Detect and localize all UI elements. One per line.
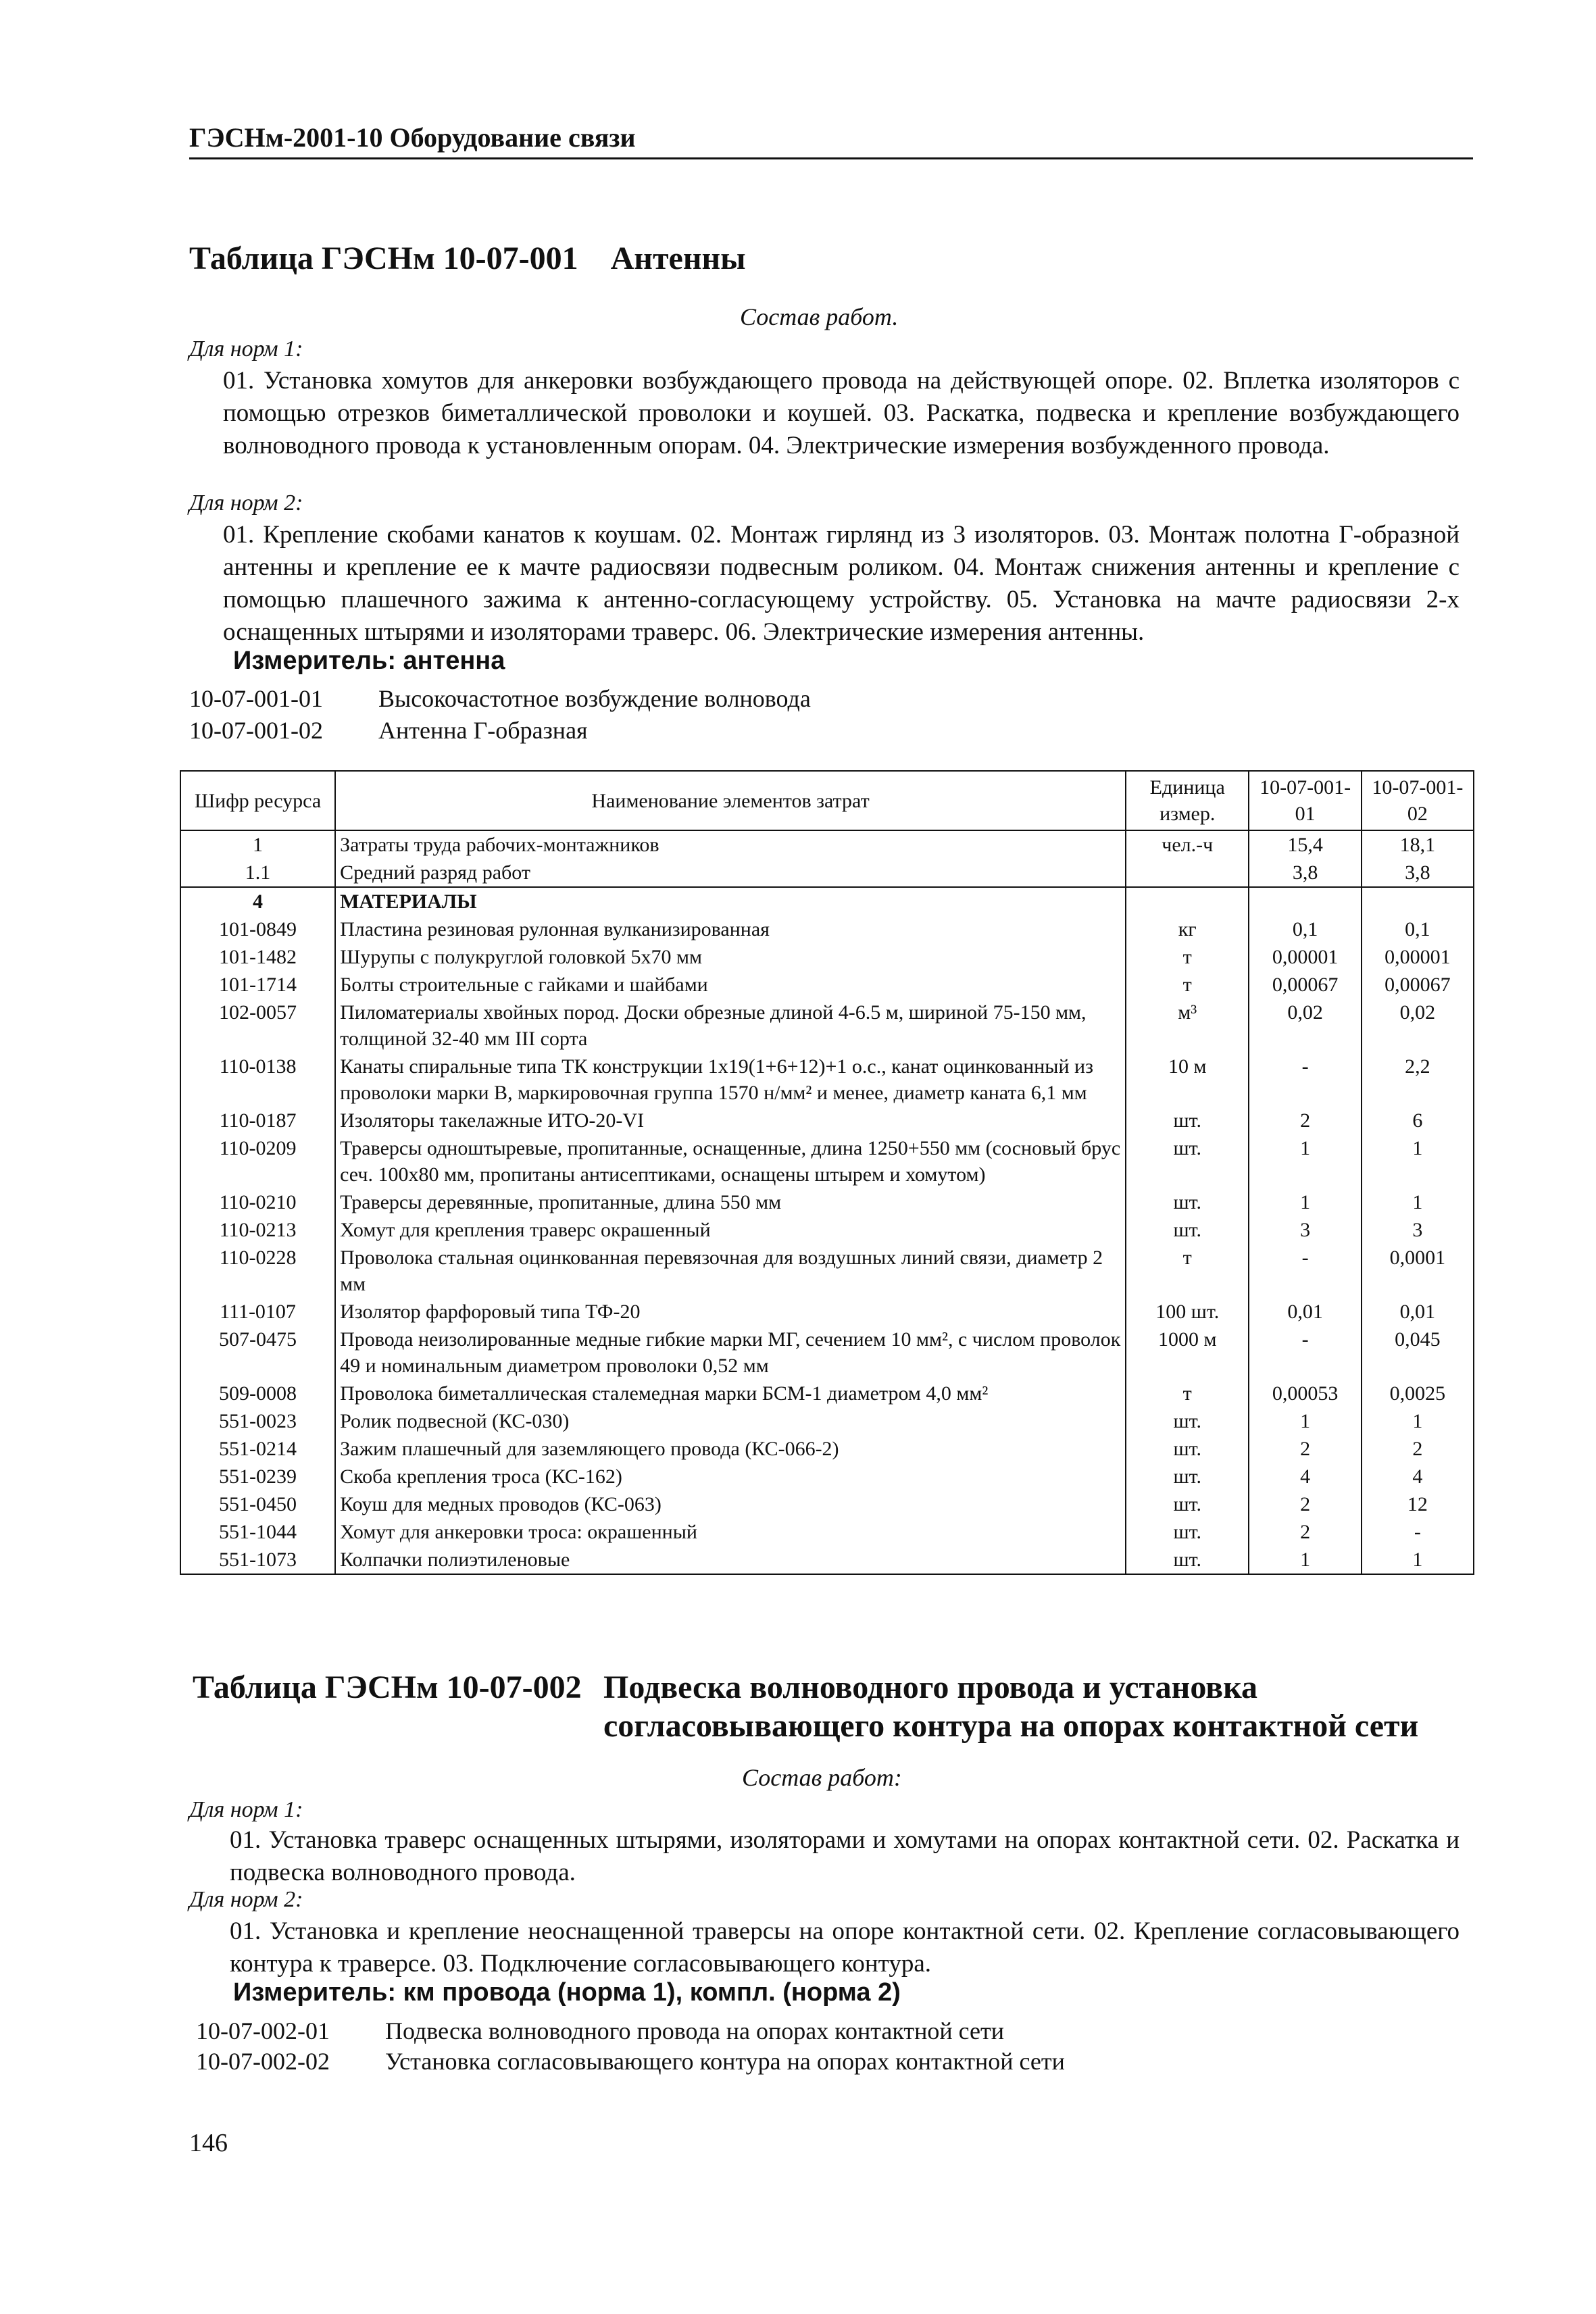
cell-code: 110-0210	[180, 1188, 335, 1216]
table-row	[180, 1407, 1474, 1435]
cell-v2: 0,1	[1362, 915, 1474, 943]
cell-v1: 0,02	[1249, 999, 1361, 1053]
variant-name: Высокочастотное возбуждение волновода	[378, 685, 811, 712]
cell-code: 551-0239	[180, 1463, 335, 1490]
table2-norm1-label: Для норм 1:	[189, 1797, 303, 1822]
table-row	[180, 830, 1474, 859]
cell-unit: т	[1126, 1380, 1249, 1407]
cell-unit: т	[1126, 1244, 1249, 1298]
table2-sostav: Состав работ:	[742, 1764, 902, 1791]
col-header-unit: Единица измер.	[1126, 771, 1249, 830]
cell-v1: 1	[1249, 1134, 1361, 1188]
cell-name: Ролик подвесной (КС-030)	[335, 1407, 1126, 1435]
table-row	[180, 1216, 1474, 1244]
cell-code: 551-0023	[180, 1407, 335, 1435]
cell-unit: шт.	[1126, 1518, 1249, 1546]
cell-v1: 2	[1249, 1107, 1361, 1134]
cell-v2: 2	[1362, 1435, 1474, 1463]
cell-v2: 1	[1362, 1407, 1474, 1435]
variant-name: Антенна Г-образная	[378, 717, 588, 744]
table-row	[180, 999, 1474, 1053]
cell-unit: шт.	[1126, 1216, 1249, 1244]
table-row	[180, 915, 1474, 943]
cell-unit: шт.	[1126, 1107, 1249, 1134]
cell-v1: 0,1	[1249, 915, 1361, 943]
cell-v2: 1	[1362, 1546, 1474, 1574]
cell-v2: 0,0001	[1362, 1244, 1474, 1298]
cell-v1: 2	[1249, 1490, 1361, 1518]
cell-name: Коуш для медных проводов (КС-063)	[335, 1490, 1126, 1518]
cell-v2: 12	[1362, 1490, 1474, 1518]
table-row	[180, 1298, 1474, 1326]
cell-unit: м³	[1126, 999, 1249, 1053]
table1-sostav: Состав работ.	[740, 303, 899, 330]
table-row	[180, 887, 1474, 915]
cell-v2: 0,01	[1362, 1298, 1474, 1326]
table1-norm1-label: Для норм 1:	[189, 336, 303, 361]
cell-code: 1	[180, 830, 335, 859]
table-row	[180, 859, 1474, 887]
table2-variant-row	[196, 2047, 1065, 2076]
cell-v1: 4	[1249, 1463, 1361, 1490]
running-header: ГЭСНм-2001-10 Оборудование связи	[189, 122, 1473, 159]
cell-name: Болты строительные с гайками и шайбами	[335, 971, 1126, 999]
cell-v1: -	[1249, 1326, 1361, 1380]
cell-v1: 0,00067	[1249, 971, 1361, 999]
cell-name: Шурупы с полукруглой головкой 5х70 мм	[335, 943, 1126, 971]
cell-v2: 18,1	[1362, 830, 1474, 859]
cell-code: 507-0475	[180, 1326, 335, 1380]
cell-name: МАТЕРИАЛЫ	[335, 887, 1126, 915]
cell-code: 111-0107	[180, 1298, 335, 1326]
cell-v1: 3,8	[1249, 859, 1361, 887]
col-header-name: Наименование элементов затрат	[335, 771, 1126, 830]
table1-norm1-text: 01. Установка хомутов для анкеровки возбуждающего провода на действующей опоре. 02. Вплетка изоляторов с помощью отрезков биметаллической проволоки и коушей. 03. Раскатка, подвеска и крепление возбуждающего волноводного провода к установленным опорам. 04. Электрические измерения возбужденного провода.	[223, 367, 1460, 459]
table2-title-line1: Подвеска волноводного провода и установка	[603, 1669, 1257, 1705]
cell-name: Траверсы одноштыревые, пропитанные, оснащенные, длина 1250+550 мм (сосновый брус сеч. 100х80 мм, пропитаны антисептиками, оснащены штырем и хомутом)	[335, 1134, 1126, 1188]
table-row	[180, 1490, 1474, 1518]
col-header-v1: 10-07-001-01	[1249, 771, 1361, 830]
cell-name: Изолятор фарфоровый типа ТФ-20	[335, 1298, 1126, 1326]
cell-v2: 0,02	[1362, 999, 1474, 1053]
cell-v2: 1	[1362, 1134, 1474, 1188]
cell-v1: 0,00001	[1249, 943, 1361, 971]
table-row	[180, 943, 1474, 971]
cell-v2: 0,0025	[1362, 1380, 1474, 1407]
cell-code: 509-0008	[180, 1380, 335, 1407]
cell-unit: шт.	[1126, 1188, 1249, 1216]
table1-title-code: Таблица ГЭСНм 10-07-001	[189, 241, 578, 276]
table-row	[180, 1053, 1474, 1107]
cell-name: Канаты спиральные типа ТК конструкции 1х19(1+6+12)+1 о.с., канат оцинкованный из проволоки марки В, маркировочная группа 1570 н/мм² и менее, диаметр каната 6,1 мм	[335, 1053, 1126, 1107]
table1-variant-row	[189, 716, 588, 745]
table1-norm2-label: Для норм 2:	[189, 491, 303, 515]
variant-name: Подвеска волноводного провода на опорах контактной сети	[385, 2017, 1005, 2044]
cell-name: Пиломатериалы хвойных пород. Доски обрезные длиной 4-6.5 м, шириной 75-150 мм, толщиной 32-40 мм III сорта	[335, 999, 1126, 1053]
cell-name: Зажим плашечный для заземляющего провода (КС-066-2)	[335, 1435, 1126, 1463]
table2-title-line2: согласовывающего контура на опорах контактной сети	[603, 1708, 1419, 1744]
cell-name: Колпачки полиэтиленовые	[335, 1546, 1126, 1574]
table1-title-name: Антенны	[610, 241, 746, 276]
cell-unit	[1126, 859, 1249, 887]
table-row	[180, 1188, 1474, 1216]
cell-v2: 3,8	[1362, 859, 1474, 887]
table1-norm2-text: 01. Крепление скобами канатов к коушам. 02. Монтаж гирлянд из 3 изоляторов. 03. Монтаж полотна Г-образной антенны и крепление ее к мачте радиосвязи подвесным роликом. 04. Монтаж снижения антенны и крепление с помощью плашечного зажима к антенно-согласующему устройству. 05. Установка на мачте радиосвязи 2-х оснащенных штырями и изоляторами траверс. 06. Электрические измерения антенны.	[223, 521, 1460, 646]
cell-v1: 1	[1249, 1188, 1361, 1216]
table2-norm1-text: 01. Установка траверс оснащенных штырями, изоляторами и хомутами на опорах контактной сети. 02. Раскатка и подвеска волноводного провода.	[230, 1826, 1460, 1886]
variant-name: Установка согласовывающего контура на опорах контактной сети	[385, 2048, 1065, 2075]
table-row	[180, 1546, 1474, 1574]
table-body	[180, 830, 1474, 1574]
cell-name: Провода неизолированные медные гибкие марки МГ, сечением 10 мм², с числом проволок 49 и номинальным диаметром проволоки 0,52 мм	[335, 1326, 1126, 1380]
cell-name: Хомут для крепления траверс окрашенный	[335, 1216, 1126, 1244]
table-row	[180, 1107, 1474, 1134]
table-row	[180, 1380, 1474, 1407]
table2-meter: Измеритель: км провода (норма 1), компл. (норма 2)	[233, 1978, 901, 2007]
cell-unit: 10 м	[1126, 1053, 1249, 1107]
cell-unit: кг	[1126, 915, 1249, 943]
cell-v1	[1249, 887, 1361, 915]
variant-code: 10-07-001-01	[189, 685, 323, 712]
cell-code: 1.1	[180, 859, 335, 887]
cell-name: Затраты труда рабочих-монтажников	[335, 830, 1126, 859]
table-row	[180, 1435, 1474, 1463]
table-row	[180, 1463, 1474, 1490]
cell-v1: 2	[1249, 1518, 1361, 1546]
cell-unit: т	[1126, 971, 1249, 999]
cell-unit: 100 шт.	[1126, 1298, 1249, 1326]
cell-v1: 1	[1249, 1407, 1361, 1435]
table-row	[180, 1518, 1474, 1546]
variant-code: 10-07-002-02	[196, 2048, 330, 2075]
cell-unit: шт.	[1126, 1463, 1249, 1490]
cell-v1: -	[1249, 1053, 1361, 1107]
table1-meter: Измеритель: антенна	[233, 647, 505, 675]
cell-unit: шт.	[1126, 1134, 1249, 1188]
cell-code: 101-0849	[180, 915, 335, 943]
cell-v1: 0,00053	[1249, 1380, 1361, 1407]
cell-unit: чел.-ч	[1126, 830, 1249, 859]
table2-norm2-text: 01. Установка и крепление неоснащенной траверсы на опоре контактной сети. 02. Крепление согласовывающего контура к траверсе. 03. Подключение согласовывающего контура.	[230, 1917, 1460, 1978]
cell-code: 551-1073	[180, 1546, 335, 1574]
cell-v2	[1362, 887, 1474, 915]
table-header-row	[180, 771, 1474, 830]
cell-unit	[1126, 887, 1249, 915]
cell-code: 551-0214	[180, 1435, 335, 1463]
cell-unit: 1000 м	[1126, 1326, 1249, 1380]
table-row	[180, 1326, 1474, 1380]
cell-v2: -	[1362, 1518, 1474, 1546]
cell-unit: шт.	[1126, 1435, 1249, 1463]
col-header-v2: 10-07-001-02	[1362, 771, 1474, 830]
cell-v2: 6	[1362, 1107, 1474, 1134]
table1-title	[189, 240, 746, 277]
cell-code: 4	[180, 887, 335, 915]
page-number: 146	[189, 2129, 228, 2157]
cell-v2: 1	[1362, 1188, 1474, 1216]
table2-title-code: Таблица ГЭСНм 10-07-002	[193, 1669, 582, 1705]
cell-v1: 3	[1249, 1216, 1361, 1244]
cell-v1: 15,4	[1249, 830, 1361, 859]
variant-code: 10-07-001-02	[189, 717, 323, 744]
table-row	[180, 1134, 1474, 1188]
cell-code: 110-0213	[180, 1216, 335, 1244]
cell-unit: т	[1126, 943, 1249, 971]
cell-unit: шт.	[1126, 1490, 1249, 1518]
table-row	[180, 971, 1474, 999]
cell-code: 551-0450	[180, 1490, 335, 1518]
cell-code: 102-0057	[180, 999, 335, 1053]
cell-v1: 1	[1249, 1546, 1361, 1574]
table2-norm2-label: Для норм 2:	[189, 1887, 303, 1912]
cell-v1: -	[1249, 1244, 1361, 1298]
cell-code: 110-0228	[180, 1244, 335, 1298]
cell-code: 110-0209	[180, 1134, 335, 1188]
cell-v2: 4	[1362, 1463, 1474, 1490]
table2-title	[193, 1669, 582, 1706]
table1-variant-row	[189, 684, 811, 713]
cell-name: Изоляторы такелажные ИТО-20-VI	[335, 1107, 1126, 1134]
cell-name: Средний разряд работ	[335, 859, 1126, 887]
cell-v1: 0,01	[1249, 1298, 1361, 1326]
cell-name: Скоба крепления троса (КС-162)	[335, 1463, 1126, 1490]
col-header-code: Шифр ресурса	[180, 771, 335, 830]
cell-code: 551-1044	[180, 1518, 335, 1546]
table2-variant-row	[196, 2017, 1004, 2045]
cell-name: Проволока биметаллическая сталемедная марки БСМ-1 диаметром 4,0 мм²	[335, 1380, 1126, 1407]
variant-code: 10-07-002-01	[196, 2017, 330, 2044]
cell-v1: 2	[1249, 1435, 1361, 1463]
cell-code: 101-1482	[180, 943, 335, 971]
cell-v2: 3	[1362, 1216, 1474, 1244]
cell-code: 101-1714	[180, 971, 335, 999]
cell-code: 110-0187	[180, 1107, 335, 1134]
resources-table	[180, 770, 1474, 1575]
cell-name: Пластина резиновая рулонная вулканизированная	[335, 915, 1126, 943]
cell-name: Хомут для анкеровки троса: окрашенный	[335, 1518, 1126, 1546]
cell-v2: 0,00067	[1362, 971, 1474, 999]
cell-code: 110-0138	[180, 1053, 335, 1107]
table-row	[180, 1244, 1474, 1298]
cell-v2: 0,00001	[1362, 943, 1474, 971]
cell-name: Траверсы деревянные, пропитанные, длина 550 мм	[335, 1188, 1126, 1216]
cell-name: Проволока стальная оцинкованная перевязочная для воздушных линий связи, диаметр 2 мм	[335, 1244, 1126, 1298]
cell-v2: 2,2	[1362, 1053, 1474, 1107]
cell-v2: 0,045	[1362, 1326, 1474, 1380]
cell-unit: шт.	[1126, 1546, 1249, 1574]
cell-unit: шт.	[1126, 1407, 1249, 1435]
